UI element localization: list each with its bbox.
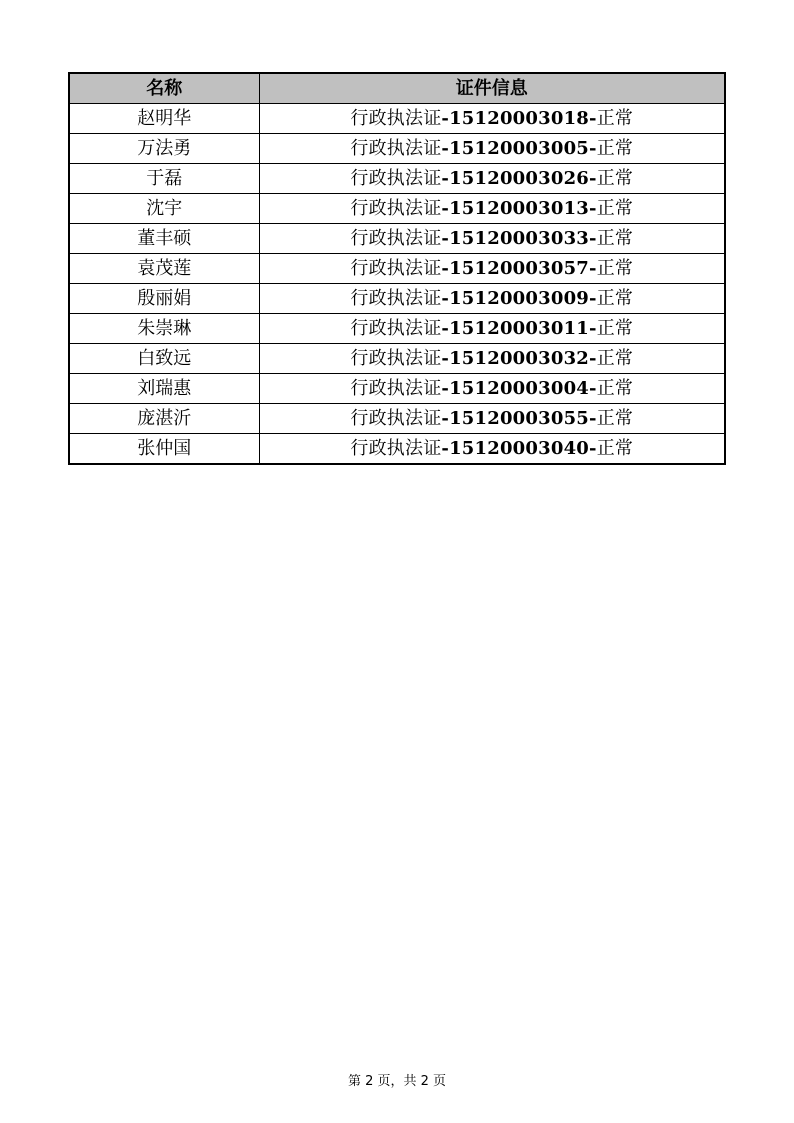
separator-dash: - bbox=[441, 288, 450, 309]
certificate-info-cell bbox=[259, 254, 725, 284]
certificate-type: 行政执法证 bbox=[350, 228, 442, 249]
column-header-name: 名称 bbox=[69, 73, 259, 104]
certificate-info-cell bbox=[259, 344, 725, 374]
table-row bbox=[69, 404, 725, 434]
person-name-cell: 袁茂莲 bbox=[69, 254, 259, 284]
certificate-info-cell bbox=[259, 194, 725, 224]
certificate-type: 行政执法证 bbox=[350, 258, 442, 279]
certificate-number: 15120003013 bbox=[449, 198, 590, 219]
certificate-status: 正常 bbox=[596, 198, 634, 219]
certificate-type: 行政执法证 bbox=[350, 348, 442, 369]
person-name-cell: 白致远 bbox=[69, 344, 259, 374]
separator-dash: - bbox=[441, 228, 450, 249]
table-row bbox=[69, 284, 725, 314]
certificate-info-cell bbox=[259, 104, 725, 134]
certificate-info-cell bbox=[259, 284, 725, 314]
person-name-cell: 朱崇琳 bbox=[69, 314, 259, 344]
separator-dash: - bbox=[441, 318, 450, 339]
separator-dash: - bbox=[589, 408, 597, 429]
certificate-status: 正常 bbox=[596, 108, 634, 129]
certificate-type: 行政执法证 bbox=[350, 438, 442, 459]
person-name-cell: 万法勇 bbox=[69, 134, 259, 164]
certificate-type: 行政执法证 bbox=[350, 198, 442, 219]
separator-dash: - bbox=[441, 258, 450, 279]
person-name-cell: 沈宇 bbox=[69, 194, 259, 224]
certificate-number: 15120003057 bbox=[449, 258, 590, 279]
certificate-status: 正常 bbox=[596, 168, 634, 189]
certificate-info-cell bbox=[259, 134, 725, 164]
person-name-cell: 殷丽娟 bbox=[69, 284, 259, 314]
certificate-status: 正常 bbox=[596, 318, 634, 339]
certificate-info-cell bbox=[259, 404, 725, 434]
certificate-info-cell bbox=[259, 374, 725, 404]
certificate-type: 行政执法证 bbox=[350, 108, 442, 129]
separator-dash: - bbox=[589, 198, 597, 219]
separator-dash: - bbox=[589, 228, 597, 249]
certificate-info-cell bbox=[259, 434, 725, 465]
certificate-type: 行政执法证 bbox=[350, 318, 442, 339]
table-row bbox=[69, 254, 725, 284]
table-row bbox=[69, 104, 725, 134]
certificate-info-cell bbox=[259, 164, 725, 194]
separator-dash: - bbox=[441, 408, 450, 429]
certificate-status: 正常 bbox=[596, 258, 634, 279]
separator-dash: - bbox=[441, 198, 450, 219]
certificate-number: 15120003032 bbox=[449, 348, 590, 369]
person-name-cell: 赵明华 bbox=[69, 104, 259, 134]
table-header-row bbox=[69, 73, 725, 104]
certificate-status: 正常 bbox=[596, 438, 634, 459]
column-header-certificate: 证件信息 bbox=[259, 73, 725, 104]
certificate-info-cell bbox=[259, 314, 725, 344]
separator-dash: - bbox=[441, 438, 450, 459]
person-name-cell: 董丰硕 bbox=[69, 224, 259, 254]
separator-dash: - bbox=[589, 318, 597, 339]
separator-dash: - bbox=[589, 108, 597, 129]
separator-dash: - bbox=[589, 168, 597, 189]
separator-dash: - bbox=[589, 258, 597, 279]
separator-dash: - bbox=[589, 348, 597, 369]
separator-dash: - bbox=[441, 378, 450, 399]
certificate-info-cell bbox=[259, 224, 725, 254]
separator-dash: - bbox=[589, 438, 597, 459]
certificate-number: 15120003004 bbox=[449, 378, 590, 399]
certificate-type: 行政执法证 bbox=[350, 168, 442, 189]
table-body bbox=[69, 104, 725, 465]
table-row bbox=[69, 164, 725, 194]
separator-dash: - bbox=[441, 138, 450, 159]
certificate-status: 正常 bbox=[596, 408, 634, 429]
table-row bbox=[69, 224, 725, 254]
table-row bbox=[69, 314, 725, 344]
certificate-type: 行政执法证 bbox=[350, 408, 442, 429]
certificate-status: 正常 bbox=[596, 378, 634, 399]
certificate-number: 15120003018 bbox=[449, 108, 590, 129]
certificate-number: 15120003009 bbox=[449, 288, 590, 309]
table-row bbox=[69, 134, 725, 164]
certificate-number: 15120003055 bbox=[449, 408, 590, 429]
certificate-number: 15120003026 bbox=[449, 168, 590, 189]
person-name-cell: 刘瑞惠 bbox=[69, 374, 259, 404]
certificate-table bbox=[68, 72, 726, 465]
certificate-type: 行政执法证 bbox=[350, 138, 442, 159]
separator-dash: - bbox=[441, 108, 450, 129]
separator-dash: - bbox=[441, 348, 450, 369]
separator-dash: - bbox=[441, 168, 450, 189]
certificate-status: 正常 bbox=[596, 138, 634, 159]
person-name-cell: 于磊 bbox=[69, 164, 259, 194]
separator-dash: - bbox=[589, 138, 597, 159]
page-number-footer: 第 2 页，共 2 页 bbox=[347, 1074, 447, 1089]
table-row bbox=[69, 374, 725, 404]
certificate-number: 15120003033 bbox=[449, 228, 590, 249]
table-row bbox=[69, 434, 725, 465]
certificate-number: 15120003040 bbox=[449, 438, 590, 459]
certificate-type: 行政执法证 bbox=[350, 288, 442, 309]
certificate-status: 正常 bbox=[596, 348, 634, 369]
person-name-cell: 庞湛沂 bbox=[69, 404, 259, 434]
separator-dash: - bbox=[589, 378, 597, 399]
person-name-cell: 张仲国 bbox=[69, 434, 259, 465]
certificate-status: 正常 bbox=[596, 228, 634, 249]
table-row bbox=[69, 344, 725, 374]
certificate-status: 正常 bbox=[596, 288, 634, 309]
certificate-type: 行政执法证 bbox=[350, 378, 442, 399]
certificate-number: 15120003011 bbox=[449, 318, 590, 339]
certificate-number: 15120003005 bbox=[449, 138, 590, 159]
table-row bbox=[69, 194, 725, 224]
separator-dash: - bbox=[589, 288, 597, 309]
